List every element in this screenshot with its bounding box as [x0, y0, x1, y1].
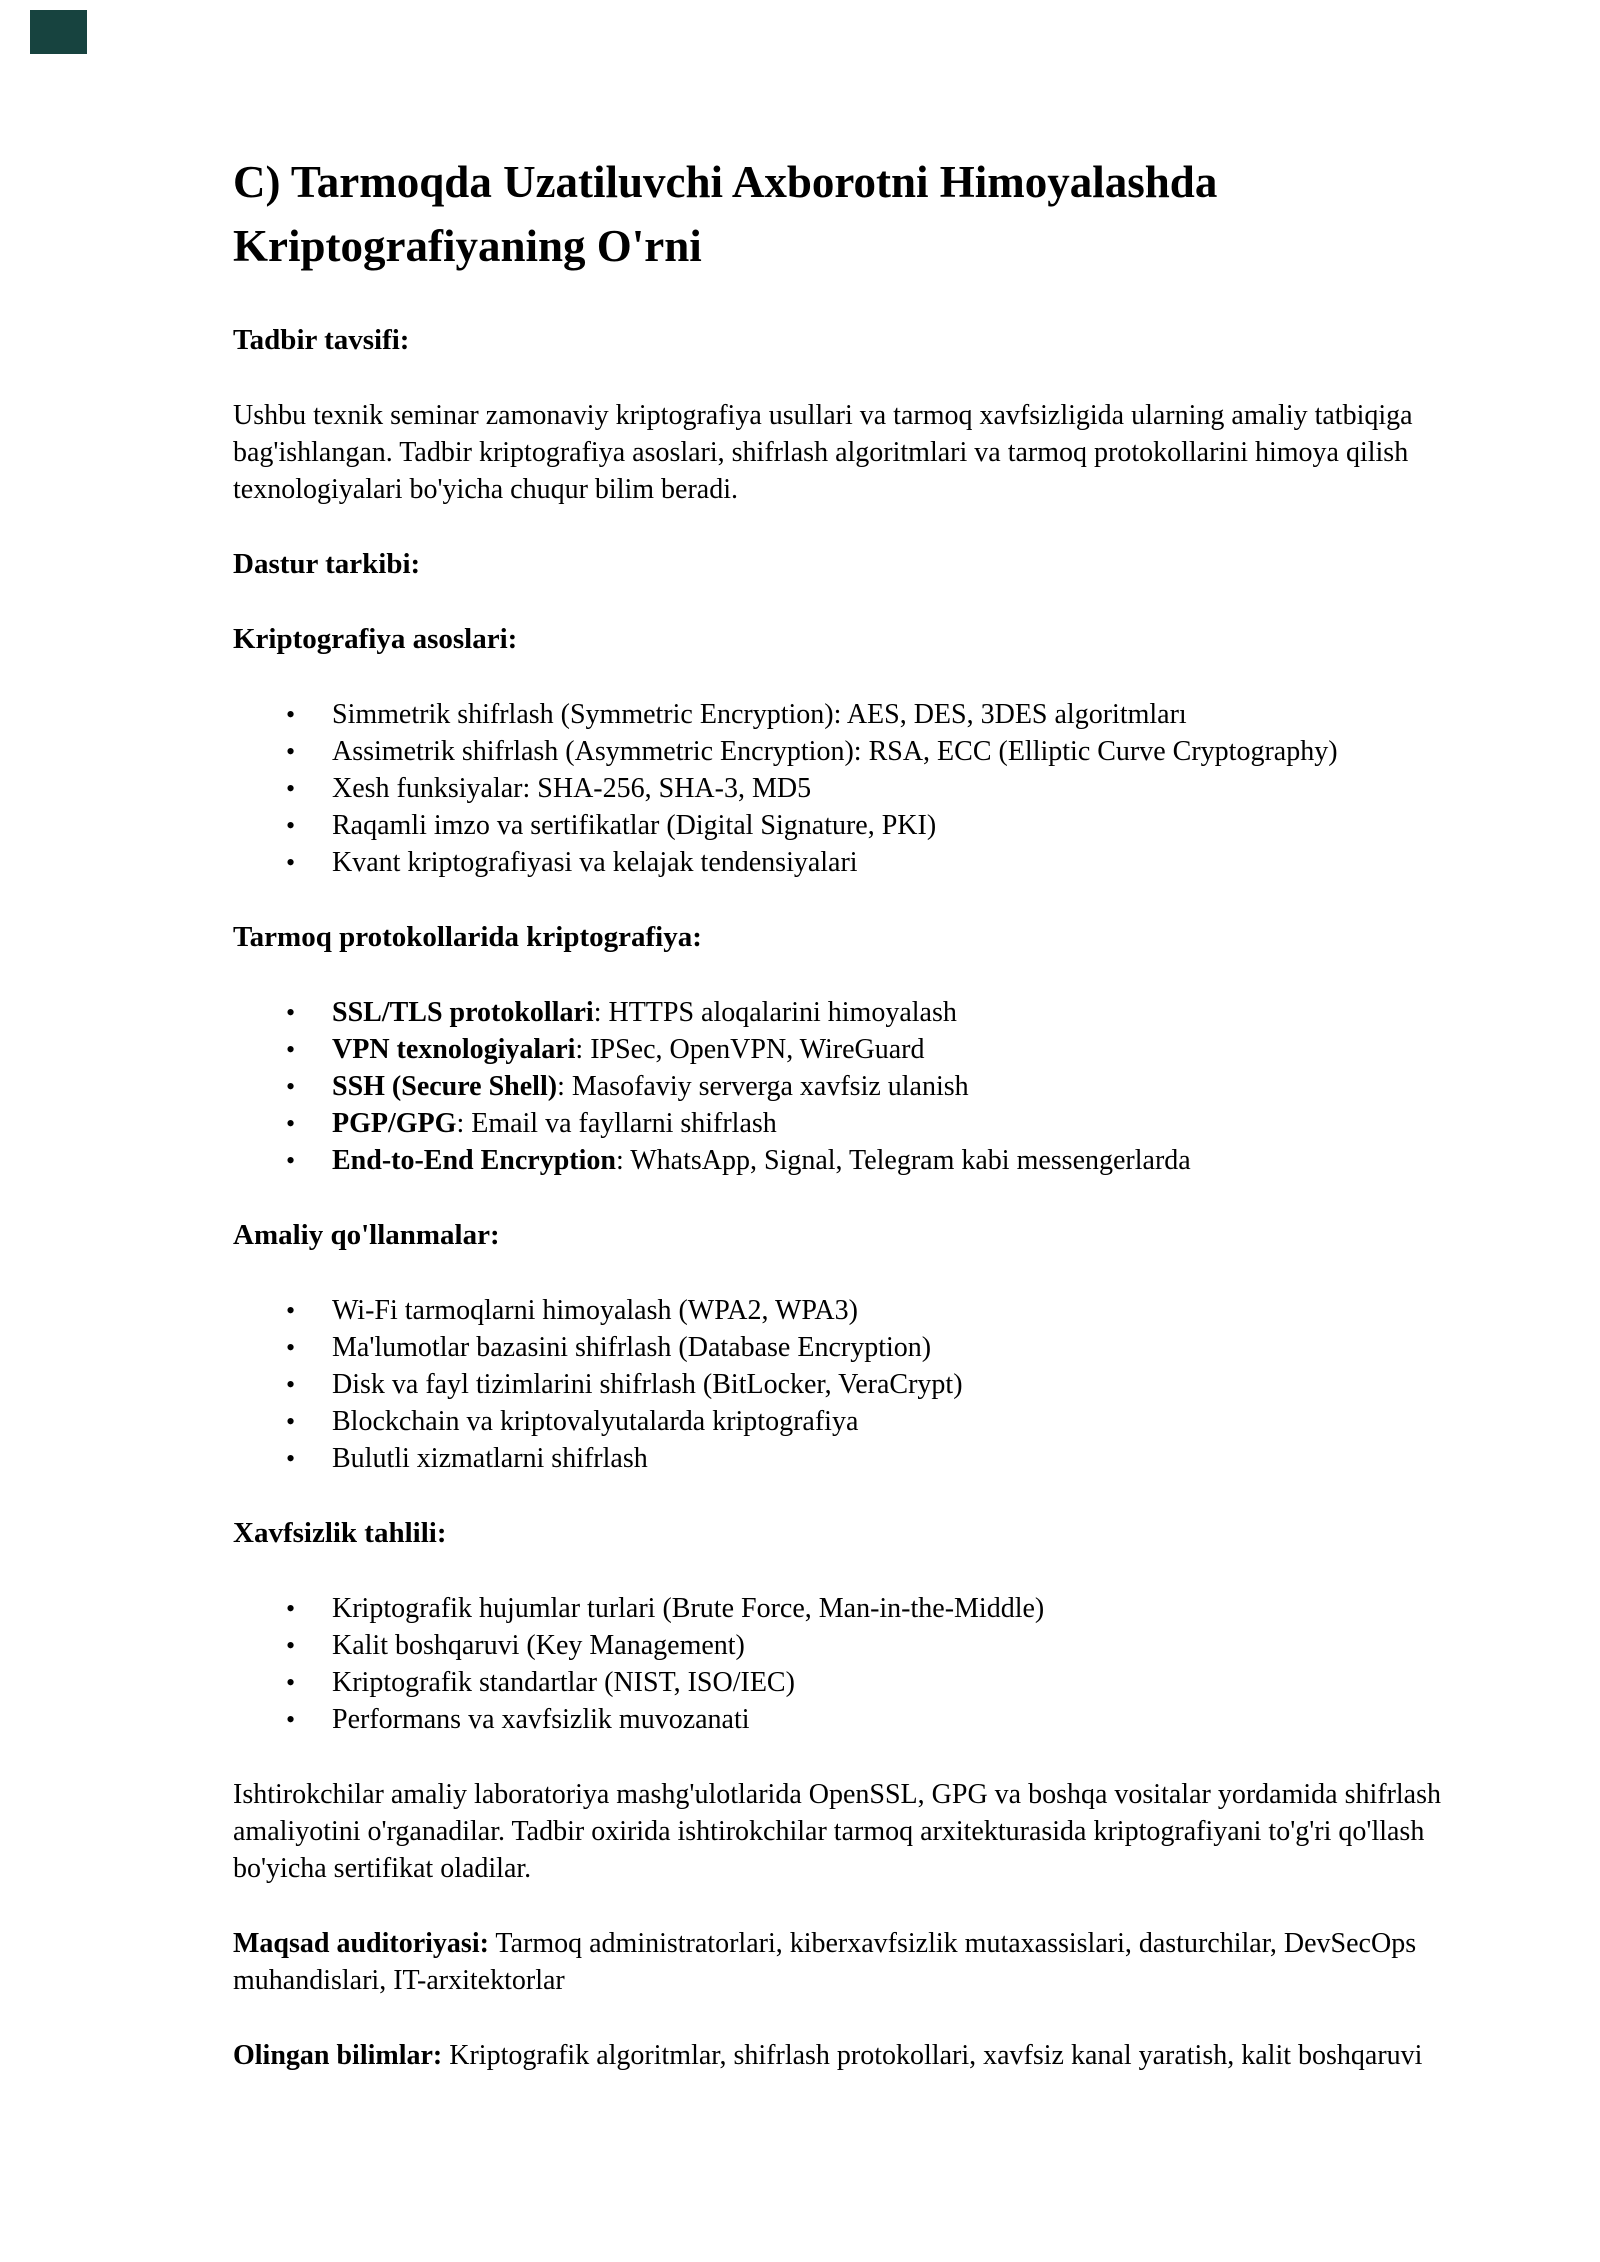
- bullet-icon: •: [286, 737, 296, 766]
- list-item-text: Blockchain va kriptovalyutalarda kriptografiya: [332, 1406, 859, 1437]
- list-item-lead: End-to-End Encryption: [332, 1145, 616, 1176]
- list-item: [286, 1068, 1488, 1105]
- takeaways-text: Kriptografik algoritmlar, shifrlash protokollari, xavfsiz kanal yaratish, kalit boshqaruvi: [442, 2040, 1423, 2071]
- section-heading-dastur-tarkibi: Dastur tarkibi:: [233, 548, 421, 580]
- section-heading-amaliy-qollanmalar: Amaliy qo'llanmalar:: [233, 1219, 500, 1251]
- section-heading-kriptografiya-asoslari: Kriptografiya asoslari:: [233, 623, 518, 655]
- list-item-lead: VPN texnologiyalari: [332, 1034, 576, 1065]
- list-item: [286, 1329, 1488, 1366]
- bullet-icon: •: [286, 1333, 296, 1362]
- list-item: [286, 1664, 1488, 1701]
- list-item-text: Bulutli xizmatlarni shifrlash: [332, 1443, 648, 1474]
- bullet-icon: •: [286, 998, 296, 1027]
- document-content: [233, 150, 1488, 2112]
- list-item-lead: PGP/GPG: [332, 1108, 457, 1139]
- list-item: [286, 844, 1488, 881]
- section-heading-xavfsizlik-tahlili: Xavfsizlik tahlili:: [233, 1517, 447, 1549]
- list-item-text: Xesh funksiyalar: SHA-256, SHA-3, MD5: [332, 773, 812, 804]
- list-item-lead: SSL/TLS protokollari: [332, 997, 594, 1028]
- outro-paragraph: Ishtirokchilar amaliy laboratoriya mashg'ulotlarida OpenSSL, GPG va boshqa vositalar yordamida shifrlash amaliyotini o'rganadilar. Tadbir oxirida ishtirokchilar tarmoq arxitekturasida kriptografiyani to'g'ri qo'llash bo'yicha sertifikat oladilar.: [233, 1779, 1441, 1884]
- corner-marker: [30, 10, 87, 54]
- list-item: [286, 1366, 1488, 1403]
- list-item-text: Kalit boshqaruvi (Key Management): [332, 1630, 745, 1661]
- intro-paragraph: Ushbu texnik seminar zamonaviy kriptografiya usullari va tarmoq xavfsizligida ularning amaliy tatbiqiga bag'ishlangan. Tadbir kriptografiya asoslari, shifrlash algoritmlari va tarmoq protokollarini himoya qilish texnologiyalari bo'yicha chuqur bilim beradi.: [233, 400, 1413, 505]
- bullet-list-tarmoq-protokollarida: [233, 994, 1488, 1179]
- audience-label: Maqsad auditoriyasi:: [233, 1928, 489, 1959]
- bullet-list-kriptografiya-asoslari: [233, 696, 1488, 881]
- list-item-text: Kvant kriptografiyasi va kelajak tendensiyalari: [332, 847, 858, 878]
- bullet-icon: •: [286, 1594, 296, 1623]
- list-item-text: : Email va fayllarni shifrlash: [456, 1108, 777, 1139]
- list-item-text: Wi-Fi tarmoqlarni himoyalash (WPA2, WPA3): [332, 1295, 858, 1326]
- list-item-text: Ma'lumotlar bazasini shifrlash (Database Encryption): [332, 1332, 932, 1363]
- bullet-icon: •: [286, 1072, 296, 1101]
- bullet-icon: •: [286, 700, 296, 729]
- list-item-text: : HTTPS aloqalarini himoyalash: [593, 997, 957, 1028]
- bullet-icon: •: [286, 774, 296, 803]
- list-item: [286, 1701, 1488, 1738]
- bullet-list-xavfsizlik-tahlili: [233, 1590, 1488, 1738]
- audience-text: Tarmoq administratorlari, kiberxavfsizlik mutaxassislari, dasturchilar, DevSecOps muhandislari, IT-arxitektorlar: [233, 1928, 1417, 1996]
- bullet-icon: •: [286, 1444, 296, 1473]
- bullet-icon: •: [286, 1668, 296, 1697]
- list-item-text: Assimetrik shifrlash (Asymmetric Encryption): RSA, ECC (Elliptic Curve Cryptography): [332, 736, 1338, 767]
- bullet-icon: •: [286, 811, 296, 840]
- list-item-lead: SSH (Secure Shell): [332, 1071, 558, 1102]
- list-item: [286, 1403, 1488, 1440]
- bullet-icon: •: [286, 1146, 296, 1175]
- list-item: [286, 1440, 1488, 1477]
- bullet-icon: •: [286, 1407, 296, 1436]
- list-item-text: Kriptografik standartlar (NIST, ISO/IEC): [332, 1667, 795, 1698]
- list-item-text: Disk va fayl tizimlarini shifrlash (BitLocker, VeraCrypt): [332, 1369, 963, 1400]
- list-item-text: : IPSec, OpenVPN, WireGuard: [575, 1034, 925, 1065]
- bullet-icon: •: [286, 1109, 296, 1138]
- list-item: [286, 696, 1488, 733]
- list-item: [286, 1031, 1488, 1068]
- bullet-icon: •: [286, 1035, 296, 1064]
- list-item: [286, 1627, 1488, 1664]
- list-item: [286, 807, 1488, 844]
- list-item: [286, 1142, 1488, 1179]
- bullet-icon: •: [286, 1631, 296, 1660]
- bullet-icon: •: [286, 1296, 296, 1325]
- list-item: [286, 1590, 1488, 1627]
- list-item-text: : Masofaviy serverga xavfsiz ulanish: [557, 1071, 969, 1102]
- page-title: C) Tarmoqda Uzatiluvchi Axborotni Himoyalashda Kriptografiyaning O'rni: [233, 157, 1218, 271]
- takeaways-label: Olingan bilimlar:: [233, 2040, 443, 2071]
- audience-paragraph: [233, 1925, 1488, 1999]
- list-item-text: Simmetrik shifrlash (Symmetric Encryption): AES, DES, 3DES algoritmları: [332, 699, 1187, 730]
- bullet-list-amaliy-qollanmalar: [233, 1292, 1488, 1477]
- list-item: [286, 994, 1488, 1031]
- list-item: [286, 770, 1488, 807]
- section-heading-tadbir-tavsifi: Tadbir tavsifi:: [233, 324, 410, 356]
- list-item-text: Kriptografik hujumlar turlari (Brute Force, Man-in-the-Middle): [332, 1593, 1045, 1624]
- list-item-text: : WhatsApp, Signal, Telegram kabi messengerlarda: [615, 1145, 1191, 1176]
- section-heading-tarmoq-protokollarida: Tarmoq protokollarida kriptografiya:: [233, 921, 702, 953]
- bullet-icon: •: [286, 1705, 296, 1734]
- list-item: [286, 1292, 1488, 1329]
- list-item: [286, 1105, 1488, 1142]
- takeaways-paragraph: [233, 2037, 1488, 2074]
- list-item-text: Performans va xavfsizlik muvozanati: [332, 1704, 750, 1735]
- list-item: [286, 733, 1488, 770]
- list-item-text: Raqamli imzo va sertifikatlar (Digital Signature, PKI): [332, 810, 937, 841]
- bullet-icon: •: [286, 1370, 296, 1399]
- bullet-icon: •: [286, 848, 296, 877]
